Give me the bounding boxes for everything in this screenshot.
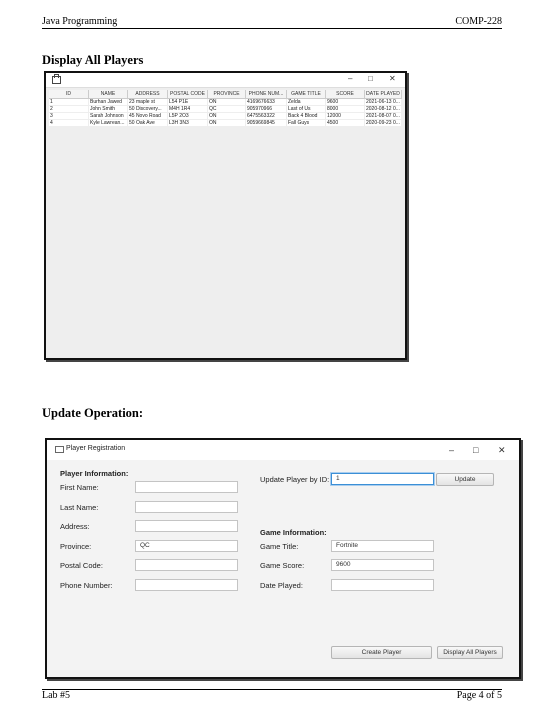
table-cell: 9059669845 (246, 120, 287, 126)
table-cell: L54 P1E (168, 99, 208, 105)
column-header[interactable]: ADDRESS (128, 90, 168, 98)
table-cell: ON (208, 113, 246, 119)
postal-code-field[interactable] (135, 559, 238, 571)
minimize-button[interactable]: – (348, 74, 353, 83)
table-cell: 12000 (326, 113, 365, 119)
table-cell: Sarah Johnson (89, 113, 128, 119)
table-cell: L3H 3N3 (168, 120, 208, 126)
table-cell: 2021-08-07 0... (365, 113, 402, 119)
footer-page-number: Page 4 of 5 (456, 690, 502, 701)
table-cell: Burhan Jawed (89, 99, 128, 105)
section-title-display: Display All Players (42, 53, 144, 67)
table-cell: 2020-08-12 0... (365, 106, 402, 112)
game-info-heading: Game Information: (260, 528, 327, 537)
table-cell: ON (208, 120, 246, 126)
address-label: Address: (60, 522, 90, 531)
column-header[interactable]: GAME TITLE (287, 90, 326, 98)
table-cell: Fall Guys (287, 120, 326, 126)
game-score-field[interactable]: 9600 (331, 559, 434, 571)
table-cell: 8000 (326, 106, 365, 112)
table-header (49, 90, 402, 99)
column-header[interactable]: NAME (89, 90, 128, 98)
table-cell: 4 (49, 120, 89, 126)
column-header[interactable]: PROVINCE (208, 90, 246, 98)
first-name-label: First Name: (60, 483, 99, 492)
players-table (49, 90, 402, 127)
column-header[interactable]: ID (49, 90, 89, 98)
header-code: COMP-228 (455, 16, 502, 27)
province-label: Province: (60, 542, 92, 551)
table-cell: L5P 2O3 (168, 113, 208, 119)
page-header (42, 15, 502, 29)
date-played-field[interactable] (331, 579, 434, 591)
player-registration-window (45, 438, 521, 679)
window-titlebar (47, 440, 519, 460)
table-cell: Back 4 Blood (287, 113, 326, 119)
table-cell: 2020-09-23 0... (365, 120, 402, 126)
window-titlebar (46, 73, 405, 88)
table-cell: Zelda (287, 99, 326, 105)
table-cell: M4H 1R4 (168, 106, 208, 112)
table-row[interactable] (49, 99, 402, 106)
table-cell: 3 (49, 113, 89, 119)
address-field[interactable] (135, 520, 238, 532)
date-played-label: Date Played: (260, 581, 303, 590)
update-button[interactable]: Update (436, 473, 494, 486)
game-score-label: Game Score: (260, 561, 305, 570)
table-cell: 2021-06-13 0... (365, 99, 402, 105)
maximize-button[interactable]: □ (368, 74, 373, 83)
header-course: Java Programming (42, 16, 118, 27)
table-cell: 9600 (326, 99, 365, 105)
player-info-heading: Player Information: (60, 469, 129, 478)
table-cell: 4169676633 (246, 99, 287, 105)
table-cell: 1 (49, 99, 89, 105)
table-cell: QC (208, 106, 246, 112)
game-title-field[interactable]: Fortnite (331, 540, 434, 552)
last-name-label: Last Name: (60, 503, 99, 512)
table-cell: 23 maple st (128, 99, 168, 105)
app-icon (52, 76, 61, 84)
create-player-button[interactable]: Create Player (331, 646, 432, 659)
table-row[interactable] (49, 120, 402, 127)
table-row[interactable] (49, 106, 402, 113)
table-cell: 4500 (326, 120, 365, 126)
phone-field[interactable] (135, 579, 238, 591)
minimize-button[interactable]: – (449, 445, 455, 455)
postal-code-label: Postal Code: (60, 561, 103, 570)
table-cell: 2 (49, 106, 89, 112)
display-all-players-button[interactable]: Display All Players (437, 646, 503, 659)
update-id-field[interactable]: 1 (331, 473, 434, 485)
maximize-button[interactable]: □ (473, 445, 479, 455)
table-cell: 905970966 (246, 106, 287, 112)
table-cell: 50 Oak Ave (128, 120, 168, 126)
table-cell: John Smith (89, 106, 128, 112)
phone-label: Phone Number: (60, 581, 113, 590)
column-header[interactable]: DATE PLAYED (365, 90, 402, 98)
column-header[interactable]: POSTAL CODE (168, 90, 208, 98)
province-field[interactable]: QC (135, 540, 238, 552)
table-cell: 50 Discovery... (128, 106, 168, 112)
close-button[interactable]: ✕ (498, 445, 506, 455)
footer-lab: Lab #5 (42, 690, 71, 701)
table-cell: Last of Us (287, 106, 326, 112)
table-cell: ON (208, 99, 246, 105)
update-by-id-label: Update Player by ID: (260, 475, 330, 484)
last-name-field[interactable] (135, 501, 238, 513)
game-title-label: Game Title: (260, 542, 299, 551)
display-players-window (44, 71, 407, 360)
column-header[interactable]: SCORE (326, 90, 365, 98)
table-row[interactable] (49, 113, 402, 120)
app-icon (55, 446, 64, 453)
close-button[interactable]: ✕ (389, 74, 396, 83)
section-title-update: Update Operation: (42, 406, 144, 420)
table-cell: 6475563322 (246, 113, 287, 119)
page-footer (42, 689, 502, 703)
window-title: Player Registration (66, 445, 126, 452)
table-cell: 45 Novo Road (128, 113, 168, 119)
table-cell: Kyle Lawrean... (89, 120, 128, 126)
first-name-field[interactable] (135, 481, 238, 493)
column-header[interactable]: PHONE NUM... (246, 90, 287, 98)
